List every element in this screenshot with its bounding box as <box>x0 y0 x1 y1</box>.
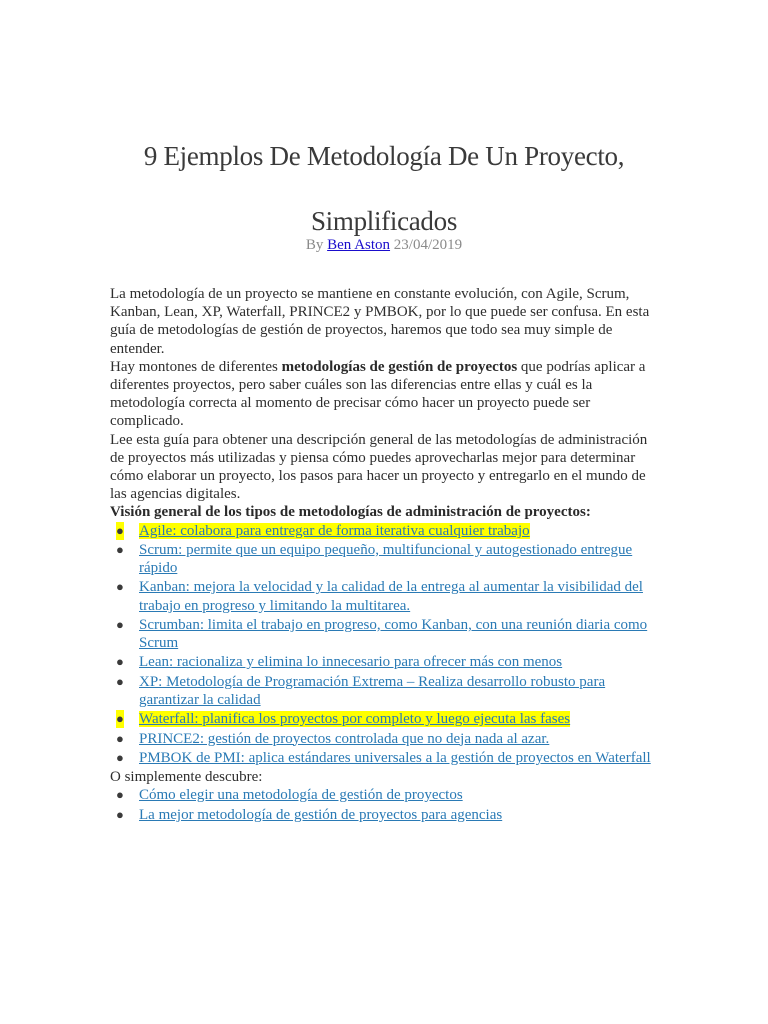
list-item-scrum <box>110 541 665 577</box>
list-item-choose-methodology <box>110 786 665 804</box>
methodology-link-agile[interactable]: Agile: colabora para entregar de forma iterativa cualquier trabajo <box>139 522 530 539</box>
article-title-line-2: Simplificados <box>310 206 458 236</box>
discover-link-best[interactable]: La mejor metodología de gestión de proyectos para agencias <box>139 806 503 823</box>
bullet-icon: ● <box>116 673 124 689</box>
bullet-icon: ● <box>116 730 124 746</box>
discover-list <box>110 786 665 824</box>
list-item-xp <box>110 673 665 709</box>
bullet-icon: ● <box>116 806 124 822</box>
byline <box>0 237 768 254</box>
paragraph-text-start: Hay montones de diferentes <box>110 358 282 375</box>
bullet-icon: ● <box>116 654 124 670</box>
bullet-icon: ● <box>116 541 124 557</box>
overview-heading-text: Visión general de los tipos de metodologías de administración de proyectos: <box>110 504 591 521</box>
list-item-lean <box>110 653 665 671</box>
bullet-icon: ● <box>116 749 124 765</box>
methodology-link-pmbok[interactable]: PMBOK de PMI: aplica estándares universales a la gestión de proyectos en Waterfall <box>139 749 651 766</box>
bullet-icon: ● <box>116 579 124 595</box>
intro-paragraph: La metodología de un proyecto se mantiene en constante evolución, con Agile, Scrum, Kanban, Lean, XP, Waterfall, PRINCE2 y PMBOK, por lo que puede ser confusa. En esta guía de metodologías de gestión de proyectos, haremos que todo sea muy simple de entender. <box>110 286 650 357</box>
methodology-link-kanban[interactable]: Kanban: mejora la velocidad y la calidad de la entrega al aumentar la visibilidad del trabajo en progreso y limitando la multitarea. <box>139 579 643 614</box>
article-title-line-1: 9 Ejemplos De Metodología De Un Proyecto, <box>143 141 625 171</box>
byline-prefix: By <box>305 237 328 253</box>
list-item-agile <box>110 522 665 540</box>
list-item-scrumban <box>110 616 665 652</box>
author-link[interactable]: Ben Aston <box>327 237 391 253</box>
methodologies-list <box>110 522 665 767</box>
bullet-icon: ● <box>116 522 124 540</box>
publish-date: 23/04/2019 <box>393 237 463 253</box>
methodology-link-prince2[interactable]: PRINCE2: gestión de proyectos controlada que no deja nada al azar. <box>139 730 550 747</box>
methodology-link-scrumban[interactable]: Scrumban: limita el trabajo en progreso, como Kanban, con una reunión diaria como Scrum <box>139 616 648 652</box>
guide-paragraph: Lee esta guía para obtener una descripción general de las metodologías de administración de proyectos más utilizadas y piensa cómo puedes aprovecharlas mejor para determinar cómo elaborar un proyecto, los pasos para hacer un proyecto y entregarlo en el mundo de las agencias digitales. <box>110 431 648 503</box>
discover-link-choose[interactable]: Cómo elegir una metodología de gestión de proyectos <box>139 787 463 804</box>
list-item-kanban <box>110 578 665 614</box>
overview-heading <box>110 503 665 521</box>
list-item-pmbok <box>110 749 665 767</box>
bullet-icon: ● <box>116 710 124 728</box>
discover-label: O simplemente descubre: <box>110 769 263 786</box>
paragraph-text-end: que podrías aplicar a diferentes proyectos, pero saber cuáles son las diferencias entre ellas y cuál es la metodología correcta al momento de precisar cómo hacer un proyecto puede ser complicado. <box>110 358 646 430</box>
list-item-waterfall <box>110 710 665 728</box>
methodologies-paragraph <box>110 358 665 431</box>
list-item-prince2 <box>110 730 665 748</box>
bullet-icon: ● <box>116 616 124 632</box>
methodology-link-scrum[interactable]: Scrum: permite que un equipo pequeño, multifuncional y autogestionado entregue rápido <box>139 541 633 577</box>
bold-keyword: metodologías de gestión de proyectos <box>281 358 518 375</box>
article-body <box>110 285 665 825</box>
bullet-icon: ● <box>116 787 124 803</box>
methodology-link-xp[interactable]: XP: Metodología de Programación Extrema – Realiza desarrollo robusto para garantizar la calidad <box>139 673 606 708</box>
list-item-best-methodology <box>110 806 665 824</box>
methodology-link-lean[interactable]: Lean: racionaliza y elimina lo innecesario para ofrecer más con menos <box>139 654 563 671</box>
methodology-link-waterfall[interactable]: Waterfall: planifica los proyectos por completo y luego ejecuta las fases <box>139 711 571 728</box>
